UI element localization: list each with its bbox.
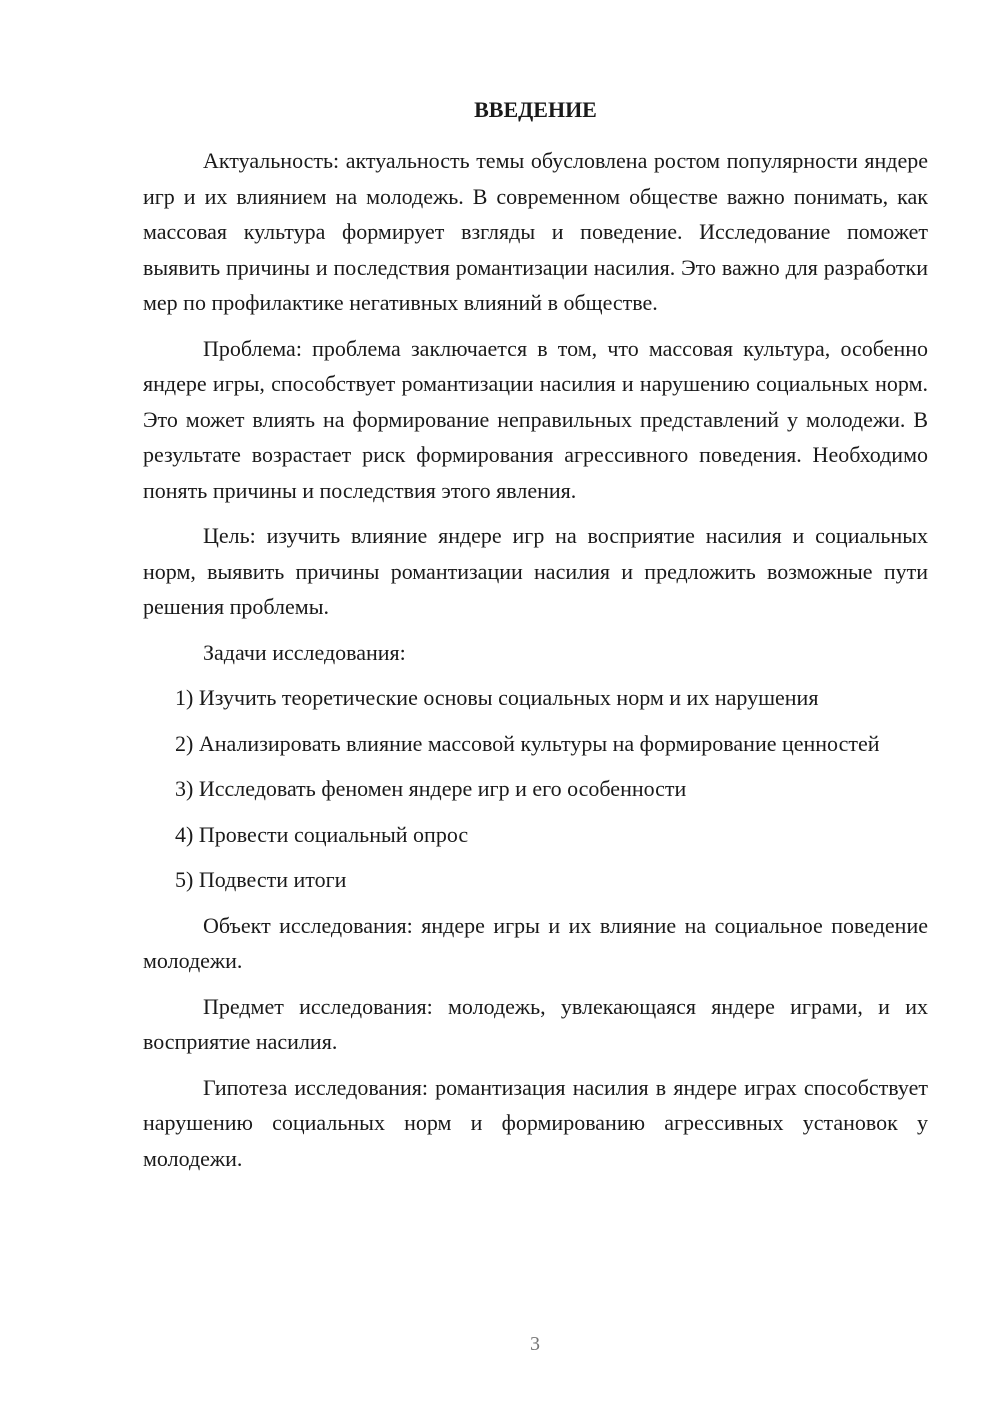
list-item: 2) Анализировать влияние массовой культуры на формирование ценностей xyxy=(175,730,880,756)
tasks-list xyxy=(143,680,928,898)
object-paragraph: Объект исследования: яндере игры и их влияние на социальное поведение молодежи. xyxy=(143,912,928,973)
subject-paragraph: Предмет исследования: молодежь, увлекающаяся яндере играми, и их восприятие насилия. xyxy=(143,993,928,1054)
list-item: 5) Подвести итоги xyxy=(175,867,347,892)
goal-paragraph: Цель: изучить влияние яндере игр на восприятие насилия и социальных норм, выявить причины романтизации насилия и предложить возможные пути решения проблемы. xyxy=(143,523,928,619)
list-item: 1) Изучить теоретические основы социальных норм и их нарушения xyxy=(175,685,819,710)
page-content xyxy=(143,95,928,1186)
relevance-paragraph: Актуальность: актуальность темы обусловлена ростом популярности яндере игр и их влиянием на молодежь. В современном обществе важно понимать, как массовая культура формирует взгляды и поведение. Исследование поможет выявить причины и последствия романтизации насилия. Это важно для разработки мер по профилактике негативных влияний в обществе. xyxy=(143,148,928,315)
page-number: 3 xyxy=(530,1333,540,1355)
tasks-title: Задачи исследования: xyxy=(203,639,406,665)
list-item: 4) Провести социальный опрос xyxy=(175,821,469,847)
list-item: 3) Исследовать феномен яндере игр и его особенности xyxy=(175,776,687,801)
problem-paragraph: Проблема: проблема заключается в том, что массовая культура, особенно яндере игры, способствует романтизации насилия и нарушению социальных норм. Это может влиять на формирование неправильных представлений у молодежи. В результате возрастает риск формирования агрессивного поведения. Необходимо понять причины и последствия этого явления. xyxy=(143,335,928,503)
hypothesis-paragraph: Гипотеза исследования: романтизация насилия в яндере играх способствует нарушению социальных норм и формированию агрессивных установок у молодежи. xyxy=(143,1074,928,1171)
page-title: ВВЕДЕНИЕ xyxy=(474,97,597,122)
